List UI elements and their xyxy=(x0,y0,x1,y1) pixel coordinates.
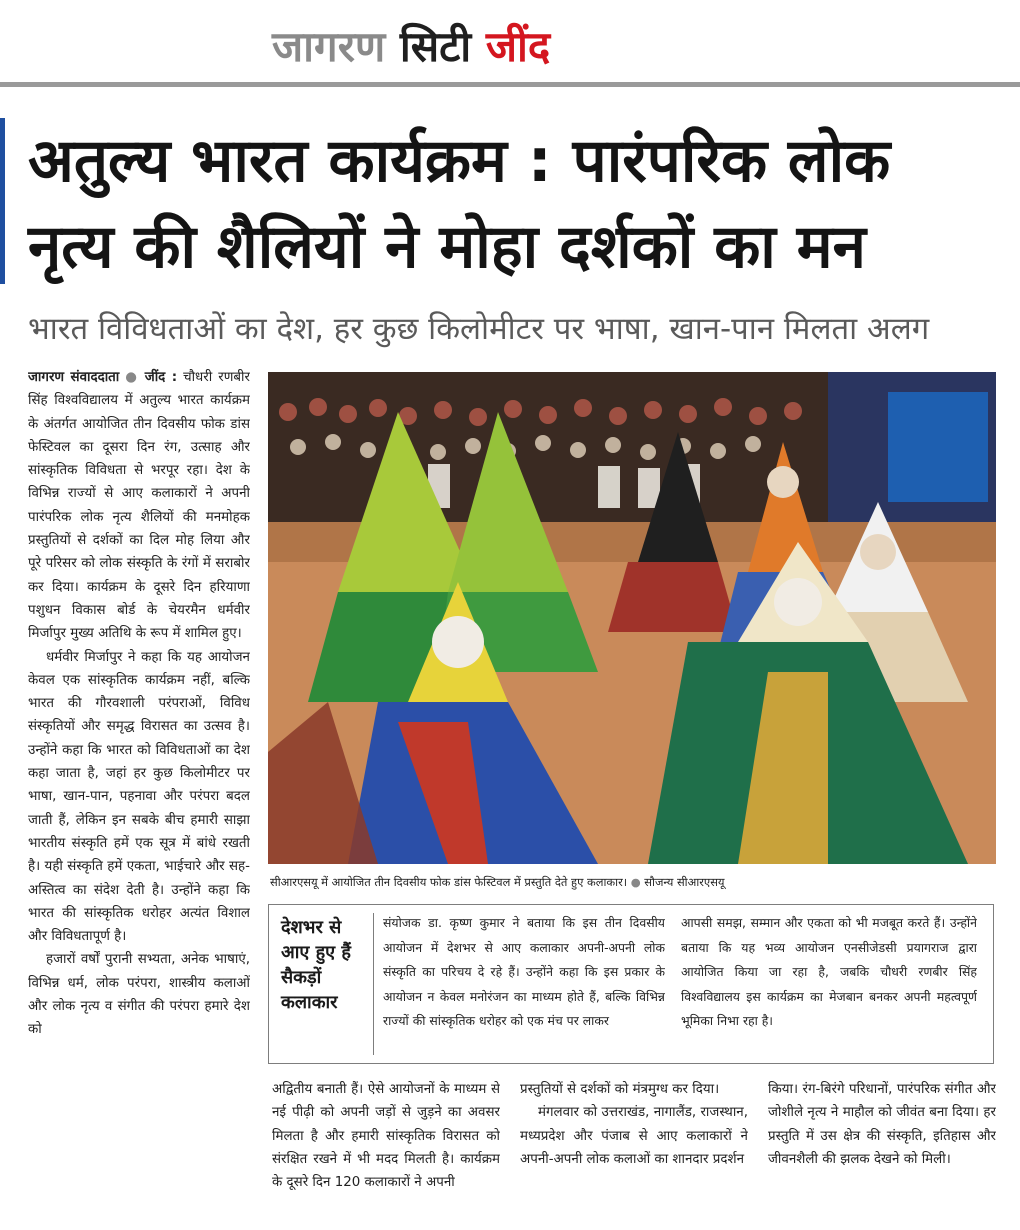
box-divider xyxy=(373,913,374,1055)
bullet-icon: ● xyxy=(125,370,139,385)
masthead xyxy=(0,0,1020,88)
news-photo xyxy=(268,372,996,864)
accent-bar xyxy=(0,118,5,284)
article-paragraph: हजारों वर्षों पुरानी सभ्यता, अनेक भाषाएं, विभिन्न धर्म, लोक परंपरा, शास्त्रीय कलाओं और लोक नृत्य व संगीत की परंपरा हमारे देश को xyxy=(28,952,250,1038)
article-paragraph: प्रस्तुतियों से दर्शकों को मंत्रमुग्ध कर दिया। xyxy=(520,1082,720,1097)
masthead-rule xyxy=(0,82,1020,87)
photo-caption xyxy=(270,874,998,890)
article-paragraph: किया। रंग-बिरंगे परिधानों, पारंपरिक संगीत और जोशीले नृत्य ने माहौल को जीवंत बना दिया। हर प्रस्तुति में उस क्षेत्र की संस्कृति, इतिहास और जीवनशैली की झलक देखने को मिली। xyxy=(768,1082,996,1167)
masthead-section: सिटी xyxy=(399,22,472,71)
article-paragraph: अद्वितीय बनाती हैं। ऐसे आयोजनों के माध्यम से नई पीढ़ी को अपनी जड़ों से जुड़ने का अवसर मिलता है और हमारी सांस्कृतिक विरासत को संरक्षित रखने में भी मदद मिलती है। कार्यक्रम के दूसरे दिन 120 कलाकारों ने अपनी xyxy=(272,1082,500,1191)
article-bottom-column-1 xyxy=(272,1078,500,1228)
article-paragraph: मंगलवार को उत्तराखंड, नागालैंड, राजस्थान, मध्यप्रदेश और पंजाब से आए कलाकारों ने अपनी-अपनी लोक कलाओं का शानदार प्रदर्शन xyxy=(520,1105,748,1167)
sidebar-box-column-2: आपसी समझ, सम्मान और एकता को भी मजबूत करते हैं। उन्होंने बताया कि यह भव्य आयोजन एनसीजेडसी प्रयागराज द्वारा आयोजित किया जा रहा है, जबकि चौधरी रणबीर सिंह विश्वविद्यालय इस कार्यक्रम का मेजबान बनकर अपनी महत्वपूर्ण भूमिका निभा रहा है। xyxy=(681,915,977,1029)
sidebar-box-label: देशभर से आए हुए हैं सैकड़ों कलाकार xyxy=(281,917,351,1013)
masthead-brand: जागरण xyxy=(272,22,386,71)
subheadline: भारत विविधताओं का देश, हर कुछ किलोमीटर पर भाषा, खान-पान मिलता अलग xyxy=(28,311,930,347)
paragraph-text: चौधरी रणबीर सिंह विश्वविद्यालय में अतुल्य भारत कार्यक्रम के अंतर्गत आयोजित तीन दिवसीय फोक डांस फेस्टिवल का दूसरा दिन रंग, उत्साह और सांस्कृतिक विविधता से भरपूर रहा। देश के विभिन्न राज्यों से आए कलाकारों ने अपनी पारंपरिक लोक नृत्य शैलियों की मनमोहक प्रस्तुतियों से दर्शकों का दिल मोह लिया और पूरे परिसर को लोक संस्कृति के रंगों में सराबोर कर दिया। कार्यक्रम के दूसरे दिन हरियाणा पशुधन विकास बोर्ड के चेयरमैन धर्मवीर मिर्जापुर मुख्य अतिथि के रूप में शामिल हुए। xyxy=(28,370,250,642)
headline-line-2: नृत्य की शैलियों ने मोहा दर्शकों का मन xyxy=(28,212,866,282)
sidebar-box xyxy=(268,904,994,1064)
headline-line-1: अतुल्य भारत कार्यक्रम : पारंपरिक लोक xyxy=(28,126,891,196)
photo-credit: सौजन्य सीआरएसयू xyxy=(644,875,725,889)
article-paragraph xyxy=(28,366,250,646)
headline xyxy=(28,118,1008,290)
article-paragraph: धर्मवीर मिर्जापुर ने कहा कि यह आयोजन केवल एक सांस्कृतिक कार्यक्रम नहीं, बल्कि भारत की गौरवशाली परंपराओं, विविध संस्कृतियों और समृद्ध विरासत का उत्सव है। उन्होंने कहा कि भारत को विविधताओं का देश कहा जाता है, जहां हर कुछ किलोमीटर पर भाषा, खान-पान, पहनावा और परंपरा बदल जाती हैं, लेकिन इन सबके बीच हमारी साझा भारतीय संस्कृति हमें एक सूत्र में बांधे रखती है। यही संस्कृति हमें एकता, भाईचारे और सह-अस्तित्व का संदेश देती है। उन्होंने कहा कि भारत की सांस्कृतिक धरोहर अत्यंत विशाल और विविधतापूर्ण है। xyxy=(28,649,250,945)
masthead-city: जींद xyxy=(485,22,551,71)
article-left-column xyxy=(28,366,250,1226)
article-bottom-column-2 xyxy=(520,1078,748,1228)
sidebar-box-column-1: संयोजक डा. कृष्ण कुमार ने बताया कि इस तीन दिवसीय आयोजन में देशभर से आए कलाकार अपनी-अपनी लोक संस्कृति का परिचय दे रहे हैं। उन्होंने कहा कि इस प्रकार के आयोजन न केवल मनोरंजन का माध्यम होते हैं, बल्कि विभिन्न राज्यों की सांस्कृतिक धरोहर को एक मंच पर लाकर xyxy=(383,915,665,1029)
article-bottom-column-3 xyxy=(768,1078,996,1228)
bullet-icon: ● xyxy=(630,875,641,889)
masthead-title xyxy=(272,22,550,72)
caption-text: सीआरएसयू में आयोजित तीन दिवसीय फोक डांस फेस्टिवल में प्रस्तुति देते हुए कलाकार। xyxy=(270,875,628,889)
byline-place: जींद : xyxy=(144,370,178,385)
byline-reporter: जागरण संवाददाता xyxy=(28,370,120,385)
folk-dance-illustration xyxy=(268,372,996,864)
